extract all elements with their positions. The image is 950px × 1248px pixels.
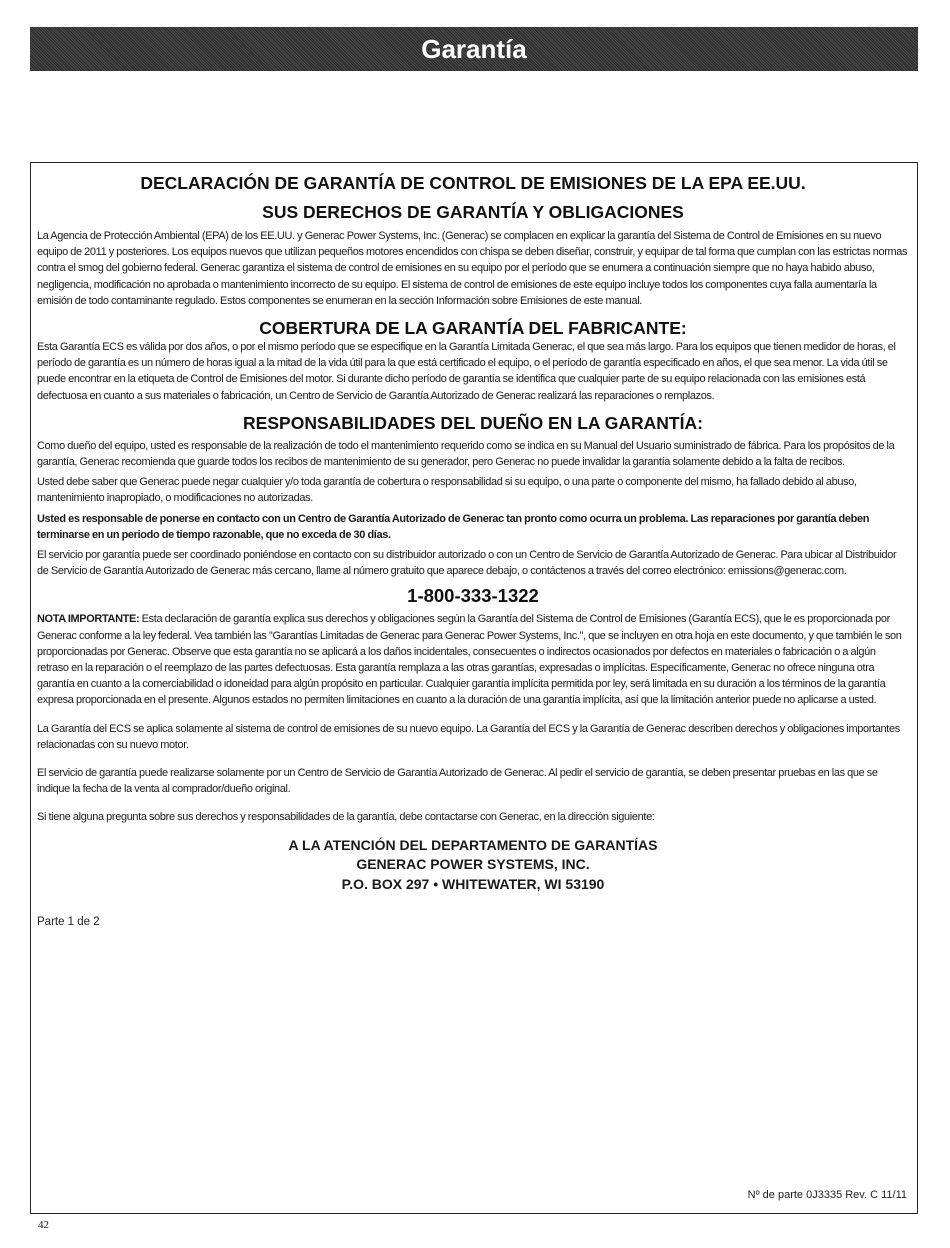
part-of-indicator: Parte 1 de 2 xyxy=(37,916,100,929)
owner-paragraph-1: Como dueño del equipo, usted es responsable de la realización de todo el mantenimiento requerido como se indica en su Manual del Usuario suministrado de fábrica. Para los propósitos de la garantía, Generac recomienda que guarde todos los recibos de mantenimiento de su generador, pero Generac no puede invalidar la garantía solamente debido a la falta de recibos. xyxy=(37,439,895,469)
important-note-text: Esta declaración de garantía explica sus derechos y obligaciones según la Garantía del Sistema de Control de Emisiones (Garantía ECS), que le es proporcionada por Generac conforme a la ley federal. Vea también las "Garantías Limitadas de Generac para Generac Power Systems, Inc.", que se incluyen en otra hoja en este documento, y que también le son proporcionadas por Generac. Observe que esta garantía no se aplicará a los daños incidentales, consecuentes o indirectos ocasionados por defectos en materiales o fabricación o a algún retraso en la reparación o el reemplazo de las partes defectuosas. Esta garantía remplaza a las otras garantías, expresadas o implícitas. Específicamente, Generac no ofrece ninguna otra garantía en cuanto a la comerciabilidad o idoneidad para algún propósito en particular. Cualquier garantía implícita permitida por ley, será limitada en su duración a los términos de la garantía expresa proporcionada en el presente. Algunos estados no permiten limitaciones en cuanto a la duración de una garantía implícita, así que la limitación anterior puede no aplicarse a usted. xyxy=(37,613,902,707)
warranty-statement-box xyxy=(30,162,918,1214)
owner-paragraph-2: Usted debe saber que Generac puede negar cualquier y/o toda garantía de cobertura o responsabilidad si su equipo, o una parte o componente del mismo, ha fallado debido al abuso, mantenimiento inapropiado, o modificaciones no autorizadas. xyxy=(37,476,857,505)
mailing-address xyxy=(37,836,909,895)
owner-paragraph-3: Usted es responsable de ponerse en contacto con un Centro de Garantía Autorizado de Generac tan pronto como ocurra un problema. Las reparaciones por garantía deben terminarse en un periodo de tiempo razonable, que no exceda de 30 días. xyxy=(37,512,870,541)
important-note-paragraph xyxy=(37,611,908,708)
service-paragraph: El servicio de garantía puede realizarse solamente por un Centro de Servicio de Garantía Autorizado de Generac. Al pedir el servicio de garantía, se deben presentar pruebas en las que se indique la fecha de la venta al comprador/dueño original. xyxy=(37,767,878,796)
page-header-bar xyxy=(30,27,918,71)
intro-paragraph: La Agencia de Protección Ambiental (EPA) de los EE.UU. y Generac Power Systems, Inc. (Generac) se complacen en explicar la garantía del Sistema de Control de Emisiones en su nuevo equipo de 2011 y posteriores. Los equipos nuevos que utilizan pequeños motores encendidos con chispa se deben diseñar, construir, y equipar de tal forma que cumplan con las estrictas normas contra el smog del gobierno federal. Generac garantiza el sistema de control de emisiones en su equipo por el período que se enumera a continuación siempre que no haya habido abuso, negligencia, modificación no aprobada o mantenimiento incorrecto de su equipo. El sistema de control de emisiones de este equipo incluye todos los componentes cuya falla aumentaría la emisión de todo contaminante regulado. Estos componentes se enumeran en la sección Información sobre Emisiones de este manual. xyxy=(37,230,908,307)
owner-heading: RESPONSABILIDADES DEL DUEÑO EN LA GARANTÍA: xyxy=(243,412,703,433)
rights-subheading: SUS DERECHOS DE GARANTÍA Y OBLIGACIONES xyxy=(262,202,684,222)
phone-number: 1-800-333-1322 xyxy=(407,585,539,607)
important-note-label: NOTA IMPORTANTE: xyxy=(37,613,140,626)
address-line-3: P.O. BOX 297 • WHITEWATER, WI 53190 xyxy=(341,875,605,892)
main-heading: DECLARACIÓN DE GARANTÍA DE CONTROL DE EMISIONES DE LA EPA EE.UU. xyxy=(140,173,806,193)
address-line-2: GENERAC POWER SYSTEMS, INC. xyxy=(356,856,590,873)
coverage-heading: COBERTURA DE LA GARANTÍA DEL FABRICANTE: xyxy=(259,318,687,339)
coverage-paragraph: Esta Garantía ECS es válida por dos años, o por el mismo período que se especifique en la Garantía Limitada Generac, el que sea más largo. Para los equipos que tienen medidor de horas, el período de garantía es un número de horas igual a la mitad de la vida útil para la que está certificado el equipo, o el período de garantía especificado en años, el que sea menor. La vida útil se puede encontrar en la etiqueta de Control de Emisiones del motor. Si durante dicho período de garantía se identifica que cualquier parte de su equipo relacionada con las emisiones está defectuosa en cuanto a sus materiales o fabricación, un Centro de Servicio de Garantía Autorizado de Generac realizará las reparaciones o remplazos. xyxy=(37,341,896,402)
page-header-title: Garantía xyxy=(421,33,527,64)
questions-paragraph: Si tiene alguna pregunta sobre sus derechos y responsabilidades de la garantía, debe contactarse con Generac, en la dirección siguiente: xyxy=(37,811,655,824)
page-number: 42 xyxy=(38,1219,49,1231)
owner-paragraph-4: El servicio por garantía puede ser coordinado poniéndose en contacto con su distribuidor autorizado o con un Centro de Servicio de Garantía Autorizado de Generac. Para ubicar al Distribuidor de Servicio de Garantía Autorizado de Generac más cercano, llame al número gratuito que aparece debajo, o contáctenos a través del correo electrónico: emissions@generac.com. xyxy=(37,549,897,578)
address-line-1: A LA ATENCIÓN DEL DEPARTAMENTO DE GARANTÍAS xyxy=(288,836,658,853)
part-number: Nº de parte 0J3335 Rev. C 11/11 xyxy=(747,1189,907,1201)
ecs-paragraph: La Garantía del ECS se aplica solamente al sistema de control de emisiones de su nuevo equipo. La Garantía del ECS y la Garantía de Generac describen derechos y obligaciones importantes relacionadas con su nuevo motor. xyxy=(37,722,900,751)
